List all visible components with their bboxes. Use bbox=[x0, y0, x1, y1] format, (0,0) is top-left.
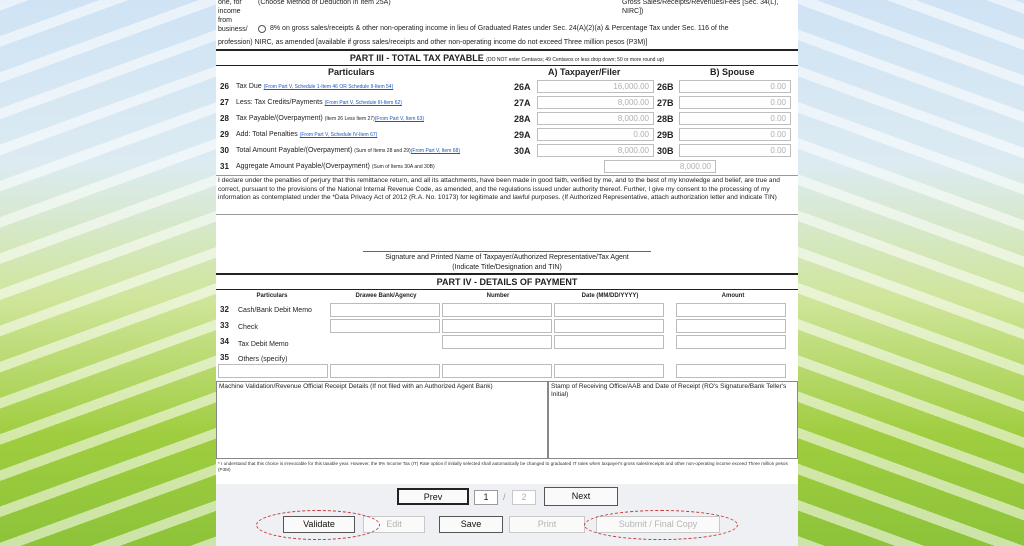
gross-sales-line: NIRC]) bbox=[622, 8, 644, 15]
row-code-a: 28A bbox=[514, 114, 531, 124]
row-source-link[interactable]: (From Part V, Schedule IV-Item 67) bbox=[299, 132, 378, 138]
tax-payable-b-field[interactable]: 0.00 bbox=[679, 112, 791, 125]
signature-subcaption: (Indicate Title/Designation and TIN) bbox=[452, 264, 562, 271]
row-label-text: Less: Tax Credits/Payments bbox=[236, 99, 323, 106]
tax-credits-b-field[interactable]: 0.00 bbox=[679, 96, 791, 109]
row-label-text: Tax Payable/(Overpayment) bbox=[236, 115, 323, 122]
aggregate-label-text: Aggregate Amount Payable/(Overpayment) bbox=[236, 163, 370, 170]
row-source-link[interactable]: (From Part V, Schedule III-Item 62) bbox=[324, 100, 402, 106]
number-field[interactable] bbox=[442, 303, 552, 317]
page-separator: / bbox=[503, 492, 506, 502]
income-type-line: from bbox=[218, 17, 232, 24]
row-label bbox=[236, 114, 424, 124]
part3-title-rule bbox=[216, 65, 798, 66]
row-number: 34 bbox=[220, 337, 229, 346]
part4-col-header: Amount bbox=[721, 293, 745, 299]
row-label-text: Tax Due bbox=[236, 83, 262, 90]
penalties-a-field[interactable]: 0.00 bbox=[537, 128, 654, 141]
aggregate-payable-field[interactable]: 8,000.00 bbox=[604, 160, 716, 173]
background-left-pattern bbox=[0, 0, 216, 546]
declaration-bottom-rule bbox=[216, 214, 798, 215]
row-label bbox=[236, 130, 377, 140]
row-number: 27 bbox=[220, 98, 229, 107]
payment-row-label: Tax Debit Memo bbox=[238, 341, 289, 348]
tax-credits-a-field[interactable]: 8,000.00 bbox=[537, 96, 654, 109]
drawee-bank-field[interactable] bbox=[330, 364, 440, 378]
part3-note: (DO NOT enter Centavos; 49 Centavos or less drop down; 50 or more round up) bbox=[486, 57, 665, 63]
row-number: 26 bbox=[220, 82, 229, 91]
part3-title bbox=[216, 51, 798, 65]
bir-form-panel bbox=[216, 0, 798, 546]
validate-highlight-oval bbox=[256, 510, 380, 540]
tax-due-b-field[interactable]: 0.00 bbox=[679, 80, 791, 93]
date-field[interactable] bbox=[554, 364, 664, 378]
row-extra-note: (Sum of Items 28 and 29) bbox=[354, 148, 411, 154]
row-label-text: Total Amount Payable/(Overpayment) bbox=[236, 147, 353, 154]
row-source-link[interactable]: (From Part V, Item 63) bbox=[374, 116, 425, 122]
total-payable-a-field[interactable]: 8,000.00 bbox=[537, 144, 654, 157]
row-number: 33 bbox=[220, 321, 229, 330]
row-label-text: Add: Total Penalties bbox=[236, 131, 298, 138]
row-label bbox=[236, 146, 460, 156]
footnote: * I understand that this choice is irrevocable for this taxable year. However, the 8% Income Tax (IT) Rate option if initially selected shall automatically be changed to graduated IT rates when taxpayer's gross sales/receipts and other non-operating income exceed Three million pesos (P3M) bbox=[218, 461, 788, 472]
row-source-link[interactable]: (From Part V, Schedule 1-Item 46 OR Schedule II-Item 54) bbox=[263, 84, 394, 90]
eight-percent-radio[interactable] bbox=[258, 25, 266, 33]
tax-due-a-field[interactable]: 16,000.00 bbox=[537, 80, 654, 93]
total-payable-b-field[interactable]: 0.00 bbox=[679, 144, 791, 157]
number-field[interactable] bbox=[442, 364, 552, 378]
income-type-line: income bbox=[218, 8, 241, 15]
payment-row-label: Check bbox=[238, 324, 258, 331]
number-field[interactable] bbox=[442, 319, 552, 333]
part3-col-b-header: B) Spouse bbox=[710, 67, 755, 77]
amount-field[interactable] bbox=[676, 303, 786, 317]
row-number: 28 bbox=[220, 114, 229, 123]
row-code-a: 26A bbox=[514, 82, 531, 92]
row-code-b: 27B bbox=[657, 98, 674, 108]
date-field[interactable] bbox=[554, 303, 664, 317]
row-code-b: 30B bbox=[657, 146, 674, 156]
gross-sales-line: Gross Sales/Receipts/Revenues/Fees [Sec. 34(L), bbox=[622, 0, 779, 6]
number-field[interactable] bbox=[442, 335, 552, 349]
deduction-method-note: (Choose Method of Deduction in Item 25A) bbox=[258, 0, 391, 6]
drawee-bank-field[interactable] bbox=[330, 303, 440, 317]
row-number: 30 bbox=[220, 146, 229, 155]
part4-col-header: Number bbox=[486, 293, 510, 299]
declaration-text: I declare under the penalties of perjury that this remittance return, and all its attachments, have been made in good faith, verified by me, and to the best of my knowledge and belief, are true and correct, pursuant to the provisions of the National Internal Revenue Code, as amended, and the regulations issued under authority thereof. Further, I give my consent to the processing of my information as contemplated under the *Data Privacy Act of 2012 (R.A. No. 10173) for legitimate and lawful purposes. (If Authorized Representative, attach authorization letter and indicate TIN) bbox=[218, 177, 780, 201]
current-page-input[interactable]: 1 bbox=[474, 490, 498, 505]
drawee-bank-field[interactable] bbox=[330, 319, 440, 333]
declaration-rule bbox=[216, 175, 798, 176]
part3-col-a-header: A) Taxpayer/Filer bbox=[548, 67, 621, 77]
row-number: 29 bbox=[220, 130, 229, 139]
eight-percent-option-text: 8% on gross sales/receipts & other non-operating income in lieu of Graduated Rates under Sec. 24(A)(2)(a) & Percentage Tax under Sec. 116 of the bbox=[270, 25, 729, 32]
part4-col-header: Drawee Bank/Agency bbox=[355, 293, 417, 299]
payment-row-label: Cash/Bank Debit Memo bbox=[238, 307, 312, 314]
part3-particulars-header: Particulars bbox=[328, 67, 375, 77]
row-code-a: 30A bbox=[514, 146, 531, 156]
edit-button[interactable]: Edit bbox=[363, 516, 425, 533]
total-pages-display: 2 bbox=[512, 490, 536, 505]
date-field[interactable] bbox=[554, 319, 664, 333]
signature-line bbox=[363, 251, 651, 252]
row-code-a: 27A bbox=[514, 98, 531, 108]
row-code-b: 29B bbox=[657, 130, 674, 140]
gross-sales-note bbox=[622, 0, 798, 16]
part4-title: PART IV - DETAILS OF PAYMENT bbox=[436, 277, 578, 287]
income-type-line: one, for bbox=[218, 0, 242, 6]
part3-title-text: PART III - TOTAL TAX PAYABLE bbox=[349, 53, 484, 63]
next-button[interactable]: Next bbox=[544, 487, 618, 506]
row-code-b: 28B bbox=[657, 114, 674, 124]
row-code-b: 26B bbox=[657, 82, 674, 92]
row-code-a: 29A bbox=[514, 130, 531, 140]
row-number: 31 bbox=[220, 162, 229, 171]
penalties-b-field[interactable]: 0.00 bbox=[679, 128, 791, 141]
print-button[interactable]: Print bbox=[509, 516, 585, 533]
part4-title-rule bbox=[216, 289, 798, 290]
others-specify-field[interactable] bbox=[218, 364, 328, 378]
machine-validation-box bbox=[216, 381, 548, 459]
row-label bbox=[236, 82, 393, 92]
background-right-pattern bbox=[796, 0, 1024, 546]
submit-highlight-oval bbox=[584, 510, 738, 540]
part4-col-header: Date (MM/DD/YYYY) bbox=[581, 293, 639, 299]
stamp-label: Stamp of Receiving Office/AAB and Date of Receipt (RO's Signature/Bank Teller's Initial) bbox=[551, 383, 787, 398]
income-type-label bbox=[218, 0, 258, 34]
row-extra-note: (Item 26 Less Item 27) bbox=[324, 116, 375, 122]
income-type-line: business/ bbox=[218, 26, 248, 33]
amount-field[interactable] bbox=[676, 335, 786, 349]
row-number: 32 bbox=[220, 305, 229, 314]
payment-row-label: Others (specify) bbox=[238, 356, 288, 363]
amount-field[interactable] bbox=[676, 364, 786, 378]
signature-caption: Signature and Printed Name of Taxpayer/Authorized Representative/Tax Agent bbox=[385, 254, 629, 261]
save-button[interactable]: Save bbox=[439, 516, 503, 533]
date-field[interactable] bbox=[554, 335, 664, 349]
part4-col-header: Particulars bbox=[256, 293, 288, 299]
aggregate-extra-note: (Sum of Items 30A and 30B) bbox=[371, 164, 435, 170]
validate-button[interactable]: Validate bbox=[283, 516, 355, 533]
prev-button[interactable]: Prev bbox=[397, 488, 469, 505]
submit-final-copy-button[interactable]: Submit / Final Copy bbox=[596, 516, 720, 533]
amount-field[interactable] bbox=[676, 319, 786, 333]
row-source-link[interactable]: (From Part V, Item 68) bbox=[410, 148, 460, 154]
machine-validation-label: Machine Validation/Revenue Official Receipt Details (If not filed with an Authorized Agent Bank) bbox=[219, 383, 493, 390]
tax-payable-a-field[interactable]: 8,000.00 bbox=[537, 112, 654, 125]
aggregate-label bbox=[236, 162, 435, 172]
eight-percent-option-text-2: profession) NIRC, as amended [available if gross sales/receipts and other non-operating income do not exceed Three million pesos (P3M)] bbox=[218, 39, 648, 46]
stamp-box bbox=[548, 381, 798, 459]
row-number: 35 bbox=[220, 353, 229, 362]
row-label bbox=[236, 98, 402, 108]
